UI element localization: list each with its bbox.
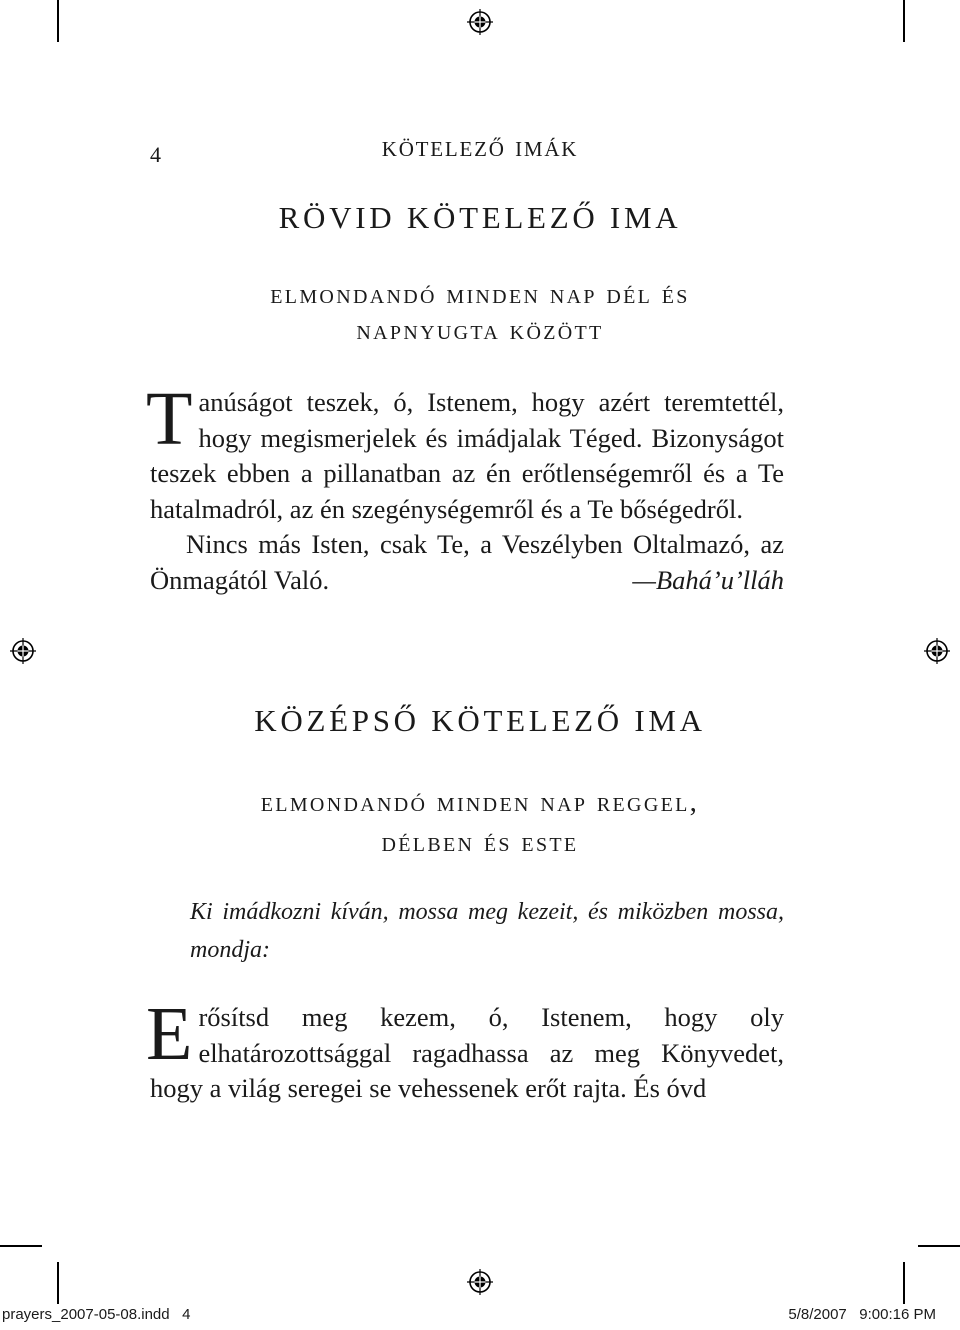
drop-cap: E: [146, 992, 193, 1076]
subheading-line: elmondandó minden nap reggel,: [260, 786, 700, 818]
crop-mark-top-left: [57, 0, 59, 42]
section-subheading: [0, 276, 960, 348]
registration-mark-icon: [467, 9, 493, 35]
prayer-paragraph: [146, 992, 784, 1107]
subheading-line: napnyugta között: [356, 314, 604, 346]
section-subheading: [0, 782, 960, 862]
crop-mark-top-right: [903, 0, 905, 42]
paragraph-text: rősítsd meg kezem, ó, Istenem, hogy oly elhatározottsággal ragadhassa az meg Könyvedet, hogy a világ seregei se vehessenek erőt rajta. És óvd: [150, 1002, 784, 1103]
registration-mark-icon: [467, 1269, 493, 1295]
section-heading: RÖVID KÖTELEZŐ IMA: [278, 200, 682, 235]
paragraph-text: Nincs más Isten, csak Te, a Veszélyben Oltalmazó, az Önmagától Való.: [150, 529, 784, 595]
section-heading: KÖZÉPSŐ KÖTELEZŐ IMA: [254, 703, 706, 738]
crop-mark-bottom-left-h: [0, 1245, 42, 1247]
paragraph-text: anúságot teszek, ó, Istenem, hogy azért teremtettél, hogy megismerjelek és imádjalak Téged. Bizonyságot teszek ebben a pillanatban az én erőtlenségemről és a Te hatalmadról, az én szegénységemről és a Te bőségedről.: [150, 387, 784, 524]
crop-mark-bottom-left-v: [57, 1262, 59, 1304]
prayer-paragraph: [150, 527, 784, 598]
crop-mark-bottom-right-h: [918, 1245, 960, 1247]
prayer-text: [146, 992, 784, 1107]
drop-cap: T: [146, 377, 193, 461]
slug-datetime: 5/8/2007 9:00:16 PM: [788, 1306, 936, 1323]
slug-file-name: prayers_2007-05-08.indd 4: [2, 1306, 191, 1323]
registration-mark-icon: [924, 638, 950, 664]
instruction-text: Ki imádkozni kíván, mossa meg kezeit, és miközben mossa, mondja:: [190, 899, 784, 963]
page-number: 4: [150, 142, 161, 167]
registration-mark-icon: [10, 638, 36, 664]
subheading-line: elmondandó minden nap dél és: [270, 278, 690, 310]
running-head: kötelező imák: [381, 130, 579, 163]
author-attribution: —Bahá’u’lláh: [632, 564, 784, 595]
prayer-paragraph: [146, 377, 784, 527]
subheading-line: délben és este: [381, 826, 579, 858]
prayer-text: [146, 377, 784, 598]
crop-mark-bottom-right-v: [903, 1262, 905, 1304]
